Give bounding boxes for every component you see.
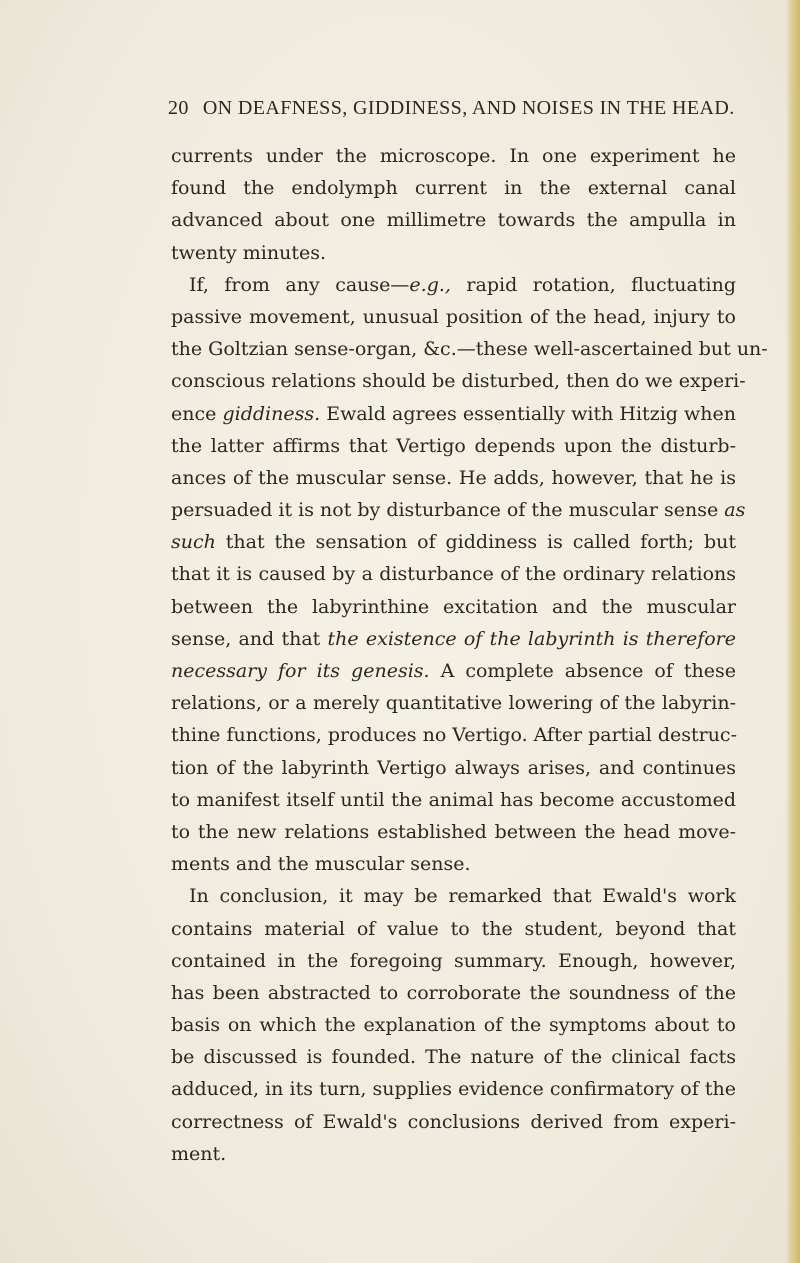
text-segment: currents under the microscope. In one experiment he: [171, 145, 736, 167]
text-segment: passive movement, unusual position of the head, injury to: [171, 305, 736, 328]
text-segment: twenty minutes.: [171, 241, 327, 264]
text-segment: tion of the labyrinth Vertigo always arises, and continues: [171, 756, 736, 779]
text-line: [171, 430, 736, 462]
text-segment: to manifest itself until the animal has become accustomed: [171, 788, 736, 811]
text-segment: ence: [171, 402, 223, 425]
text-line: [171, 269, 736, 301]
text-segment: sense, and that: [171, 627, 328, 650]
text-segment: A complete absence of these: [429, 660, 736, 682]
text-segment: Ewald agrees essentially with Hitzig when: [320, 402, 737, 425]
text-line: [171, 494, 746, 526]
text-line: [171, 1106, 736, 1138]
text-segment: relations, or a merely quantitative lowering of the labyrin-: [171, 692, 736, 715]
text-segment: advanced about one millimetre towards the ampulla in: [171, 209, 736, 232]
text-segment: the Goltzian sense-organ, &c.—these well-ascertained but un-: [171, 338, 768, 361]
running-title: ON DEAFNESS, GIDDINESS, AND NOISES IN THE HEAD.: [202, 97, 735, 119]
text-segment: ances of the muscular sense. He adds, however, that he is: [171, 466, 736, 489]
text-segment: the latter affirms that Vertigo depends upon the disturb-: [171, 434, 736, 457]
italic-text-segment: e.g.,: [409, 273, 451, 296]
italic-text-segment: such: [171, 531, 216, 554]
text-line: [171, 301, 736, 333]
text-line: [171, 237, 736, 269]
text-segment: basis on which the explanation of the symptoms about to: [171, 1014, 736, 1037]
running-header: [168, 97, 735, 125]
text-segment: rapid rotation, fluctuating: [450, 273, 736, 296]
text-segment: contains material of value to the student, beyond that: [171, 917, 736, 940]
text-line: [171, 880, 736, 912]
text-line: [171, 1138, 736, 1170]
text-segment: that it is caused by a disturbance of the ordinary relations: [171, 563, 736, 586]
text-line: [171, 591, 736, 623]
page-number: 20: [168, 97, 189, 119]
text-segment: found the endolymph current in the external canal: [171, 177, 736, 200]
text-segment: ments and the muscular sense.: [171, 853, 471, 876]
page-edge: [786, 0, 800, 1263]
text-line: [171, 623, 736, 655]
text-line: [171, 1041, 736, 1073]
text-line: [171, 1009, 736, 1041]
text-segment: has been abstracted to corroborate the soundness of the: [171, 981, 736, 1004]
italic-text-segment: necessary for its genesis.: [171, 660, 430, 682]
text-segment: between the labyrinthine excitation and the muscular: [171, 595, 736, 618]
text-line: [171, 172, 736, 204]
text-line: [171, 462, 736, 494]
text-line: [171, 204, 736, 236]
text-line: [171, 719, 736, 751]
text-segment: correctness of Ewald's conclusions derived from experi-: [171, 1110, 736, 1133]
text-segment: adduced, in its turn, supplies evidence confirmatory of the: [171, 1078, 736, 1101]
text-segment: be discussed is founded. The nature of the clinical facts: [171, 1046, 736, 1069]
text-line: [171, 558, 736, 590]
body-text: [171, 140, 768, 1170]
text-line: [171, 140, 736, 172]
text-segment: If, from any cause—: [189, 273, 410, 296]
text-line: [171, 1073, 736, 1105]
text-segment: thine functions, produces no Vertigo. After partial destruc-: [171, 724, 737, 747]
text-segment: In conclusion, it may be remarked that Ewald's work: [189, 885, 736, 908]
italic-text-segment: the existence of the labyrinth is therefore: [327, 627, 736, 650]
italic-text-segment: as: [724, 499, 746, 522]
text-line: [171, 848, 736, 880]
text-line: [171, 913, 736, 945]
text-segment: ment.: [171, 1142, 227, 1165]
text-line: [171, 784, 736, 816]
text-line: [171, 333, 768, 365]
text-line: [171, 687, 736, 719]
text-line: [171, 365, 746, 397]
text-segment: conscious relations should be disturbed, then do we experi-: [171, 370, 746, 393]
text-segment: that the sensation of giddiness is called forth; but: [215, 531, 736, 554]
text-line: [171, 526, 736, 558]
text-line: [171, 816, 736, 848]
text-segment: persuaded it is not by disturbance of the muscular sense: [171, 499, 725, 522]
text-line: [171, 398, 736, 430]
text-line: [171, 977, 736, 1009]
text-segment: to the new relations established between the head move-: [171, 820, 736, 843]
text-line: [171, 945, 736, 977]
text-line: [171, 752, 736, 784]
italic-text-segment: giddiness.: [222, 402, 321, 425]
text-line: [171, 655, 736, 687]
text-segment: contained in the foregoing summary. Enough, however,: [171, 949, 736, 972]
